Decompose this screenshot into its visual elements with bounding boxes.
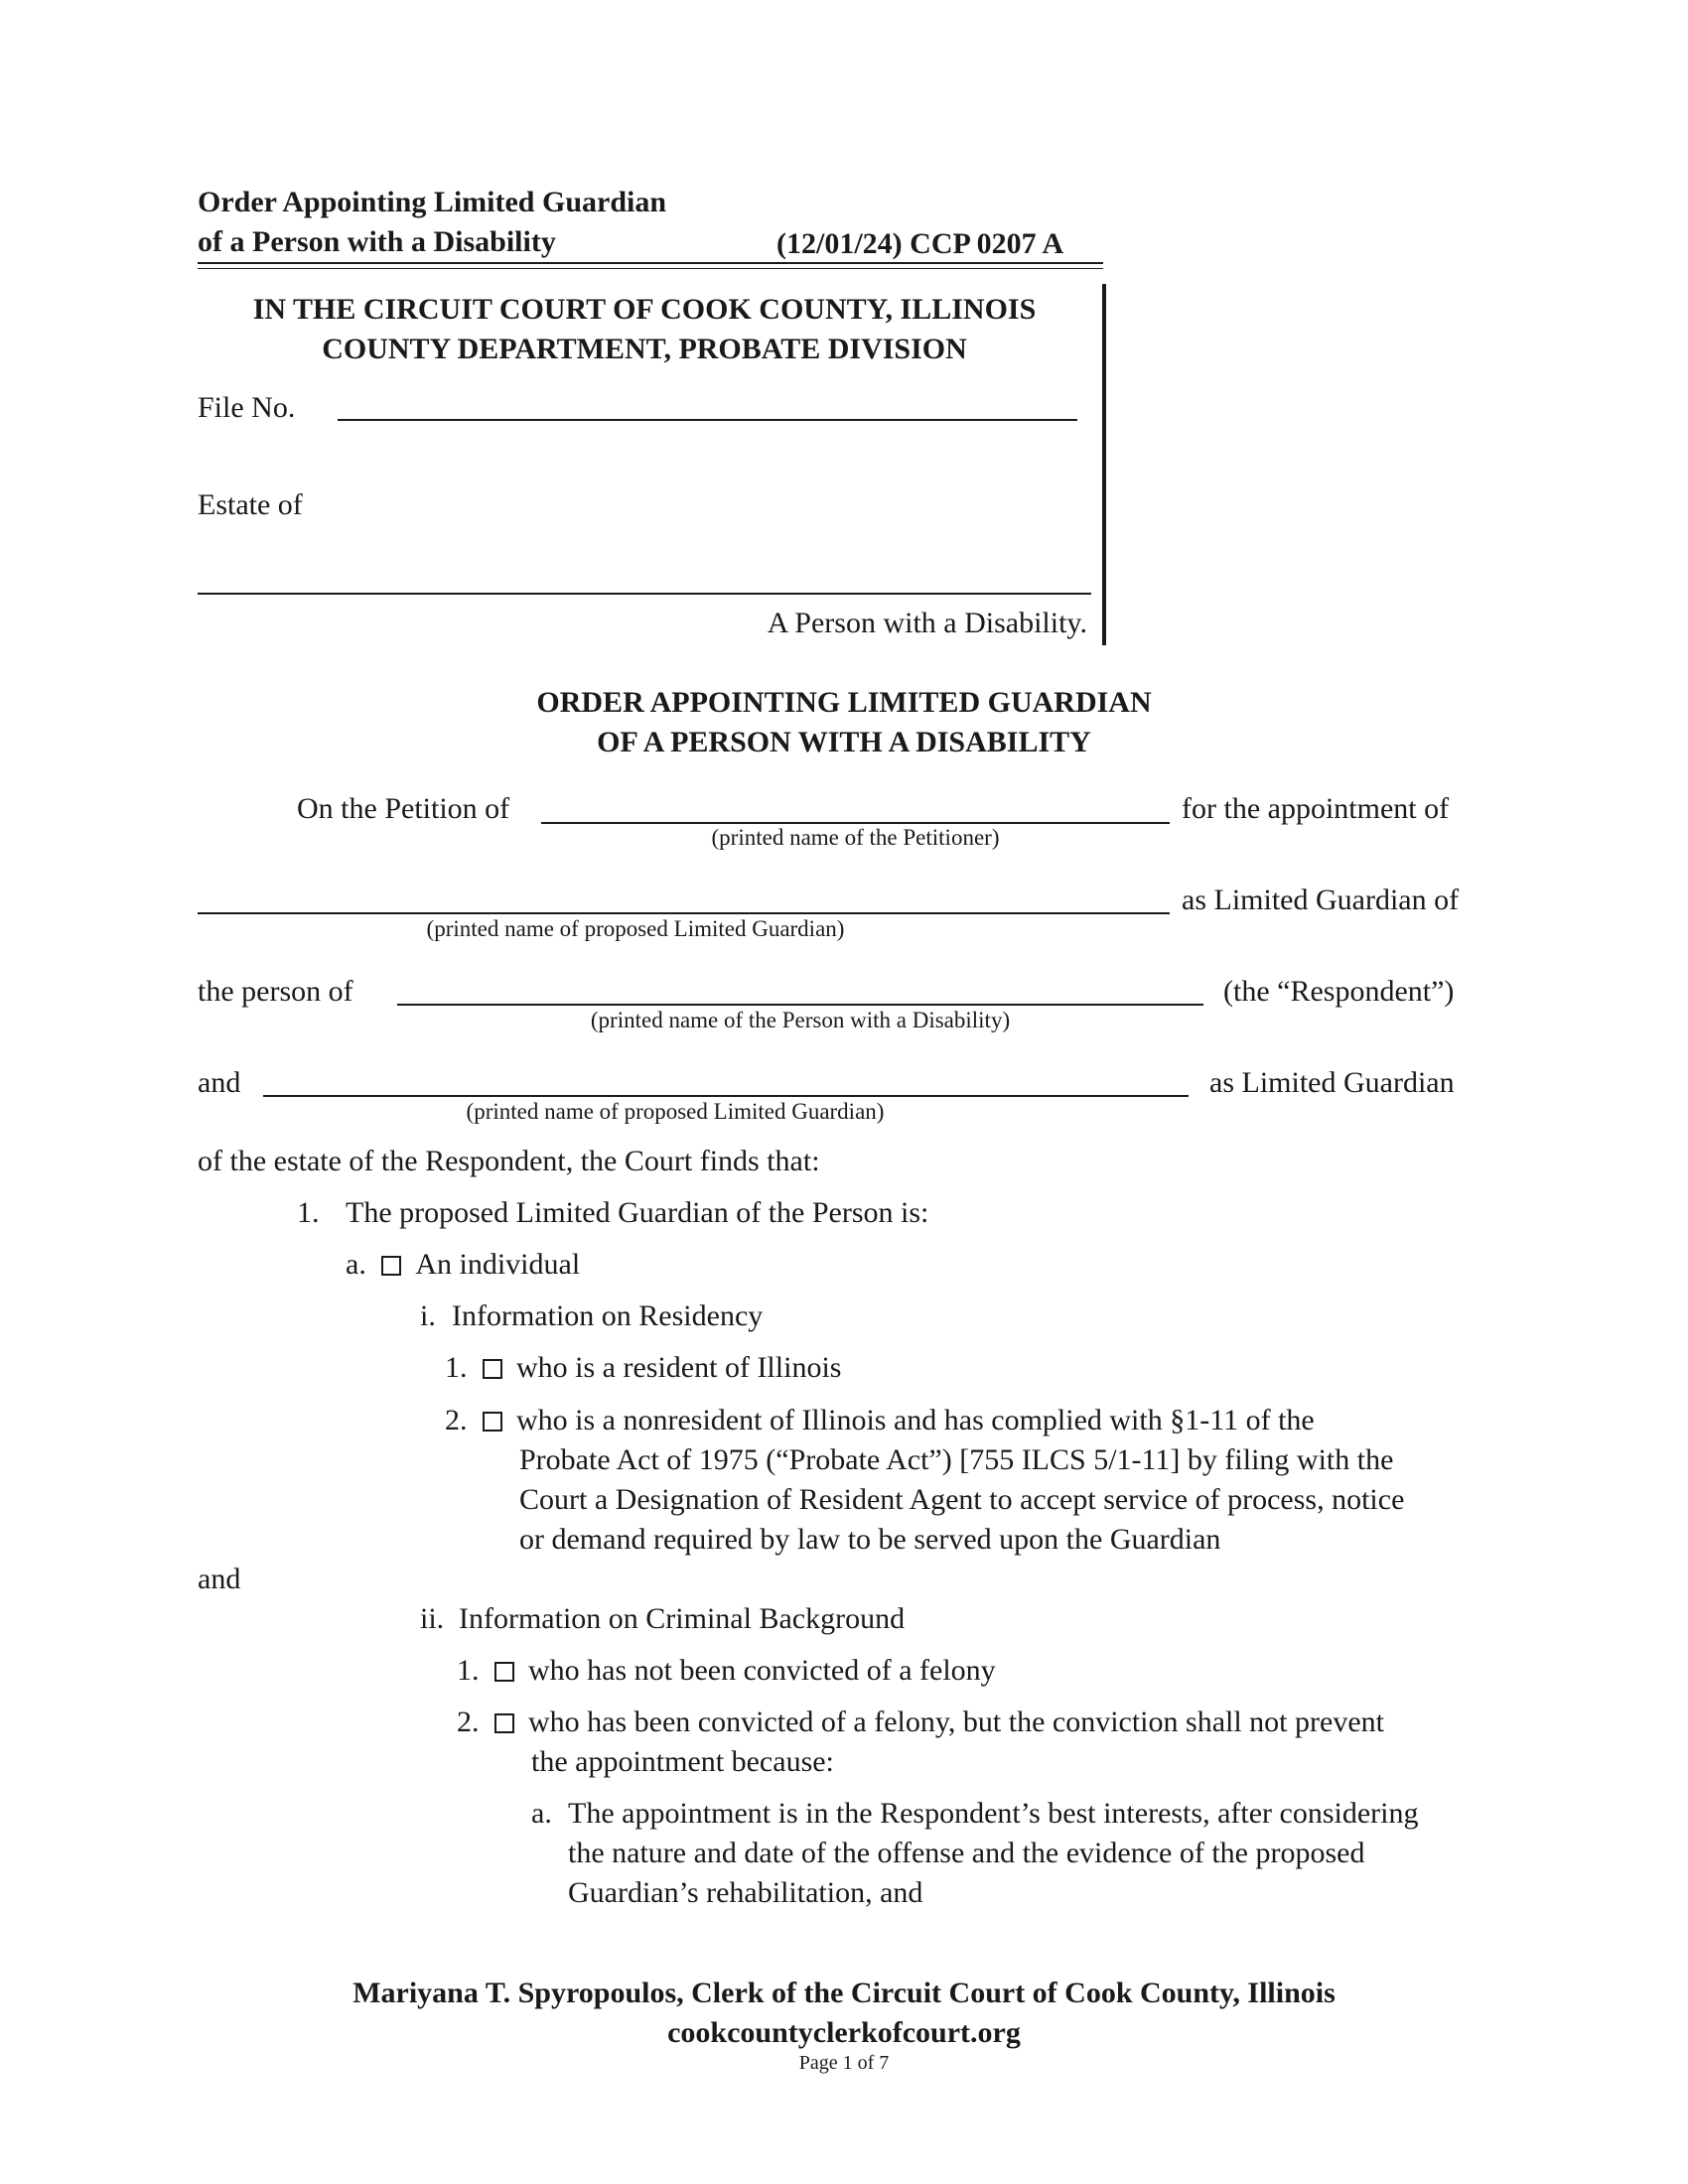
person-caption: (printed name of the Person with a Disability) xyxy=(590,1008,1011,1032)
item-a-label: a. xyxy=(346,1248,366,1281)
item-i-text: Information on Residency xyxy=(452,1299,764,1332)
footer-clerk: Mariyana T. Spyropoulos, Clerk of the Circuit Court of Cook County, Illinois xyxy=(352,1977,1336,2009)
as-limited-guardian-of: as Limited Guardian of xyxy=(1182,884,1460,916)
res2-line4: or demand required by law to be served upon the Guardian xyxy=(519,1523,1221,1556)
res2-line2: Probate Act of 1975 (“Probate Act”) [755 ILCS 5/1-11] by filing with the xyxy=(519,1443,1394,1476)
crim1-num: 1. xyxy=(457,1654,480,1687)
resident-checkbox[interactable] xyxy=(483,1359,502,1379)
item-a-text: An individual xyxy=(415,1248,581,1281)
form-title-line2: of a Person with a Disability xyxy=(198,225,556,258)
sub-a-line3: Guardian’s rehabilitation, and xyxy=(568,1876,923,1909)
felony-checkbox[interactable] xyxy=(494,1713,514,1733)
residency-item-2 xyxy=(445,1403,1315,1438)
sub-a-line1: The appointment is in the Respondent’s best interests, after considering xyxy=(568,1797,1419,1830)
guardian-name-field[interactable] xyxy=(198,912,1170,914)
file-no-field[interactable] xyxy=(338,419,1077,421)
and-label: and xyxy=(198,1066,241,1099)
the-respondent: (the “Respondent”) xyxy=(1223,975,1455,1008)
estate-of-label: Estate of xyxy=(198,488,303,521)
on-petition-of: On the Petition of xyxy=(297,792,510,825)
nonresident-checkbox[interactable] xyxy=(483,1412,502,1432)
estate-name-field[interactable] xyxy=(198,593,1091,595)
the-person-of: the person of xyxy=(198,975,353,1008)
criminal-item-1 xyxy=(457,1653,996,1689)
guardian2-name-field[interactable] xyxy=(263,1095,1189,1097)
item-ii-text: Information on Criminal Background xyxy=(459,1602,906,1635)
order-title-line1: ORDER APPOINTING LIMITED GUARDIAN xyxy=(536,686,1152,719)
estate-findings: of the estate of the Respondent, the Court finds that: xyxy=(198,1145,820,1177)
crim2-num: 2. xyxy=(457,1706,480,1738)
footer-website[interactable]: cookcountyclerkofcourt.org xyxy=(667,2016,1021,2049)
item1-num: 1. xyxy=(297,1196,320,1229)
individual-checkbox[interactable] xyxy=(381,1256,401,1276)
res1-num: 1. xyxy=(445,1351,468,1384)
header-rule-thin xyxy=(198,268,1103,269)
footer-page-number: Page 1 of 7 xyxy=(798,2052,890,2074)
guardian-caption: (printed name of proposed Limited Guardian) xyxy=(426,916,845,941)
no-felony-checkbox[interactable] xyxy=(494,1662,514,1682)
caption-vertical-rule xyxy=(1102,284,1106,645)
findings-and-label: and xyxy=(198,1563,241,1595)
person-name-field[interactable] xyxy=(397,1004,1203,1006)
res2-line3: Court a Designation of Resident Agent to accept service of process, notice xyxy=(519,1483,1405,1516)
res2-num: 2. xyxy=(445,1404,468,1436)
form-code: (12/01/24) CCP 0207 A xyxy=(776,227,1064,260)
crim2-line1: who has been convicted of a felony, but the conviction shall not prevent xyxy=(528,1706,1384,1738)
form-title-line1: Order Appointing Limited Guardian xyxy=(198,186,667,218)
for-appointment-of: for the appointment of xyxy=(1182,792,1450,825)
res2-line1: who is a nonresident of Illinois and has complied with §1-11 of the xyxy=(516,1404,1315,1436)
file-no-label: File No. xyxy=(198,391,296,424)
criminal-item-2 xyxy=(457,1705,1384,1740)
petitioner-caption: (printed name of the Petitioner) xyxy=(711,825,1000,850)
disability-label: A Person with a Disability. xyxy=(767,607,1087,639)
court-line2: COUNTY DEPARTMENT, PROBATE DIVISION xyxy=(322,333,967,365)
order-title-line2: OF A PERSON WITH A DISABILITY xyxy=(597,726,1091,758)
res1-text: who is a resident of Illinois xyxy=(516,1351,842,1384)
item-a-row xyxy=(346,1247,580,1283)
residency-item-1 xyxy=(445,1350,841,1386)
sub-a-line2: the nature and date of the offense and the evidence of the proposed xyxy=(568,1837,1365,1869)
court-line1: IN THE CIRCUIT COURT OF COOK COUNTY, ILLINOIS xyxy=(252,293,1037,326)
item-i-label: i. xyxy=(420,1299,436,1332)
sub-a-label: a. xyxy=(531,1797,552,1830)
header-rule xyxy=(198,262,1103,264)
as-limited-guardian: as Limited Guardian xyxy=(1209,1066,1455,1099)
item-ii-label: ii. xyxy=(420,1602,445,1635)
crim1-text: who has not been convicted of a felony xyxy=(528,1654,996,1687)
item1-text: The proposed Limited Guardian of the Person is: xyxy=(346,1196,929,1229)
guardian2-caption: (printed name of proposed Limited Guardian) xyxy=(466,1099,885,1124)
crim2-line2: the appointment because: xyxy=(531,1745,834,1778)
